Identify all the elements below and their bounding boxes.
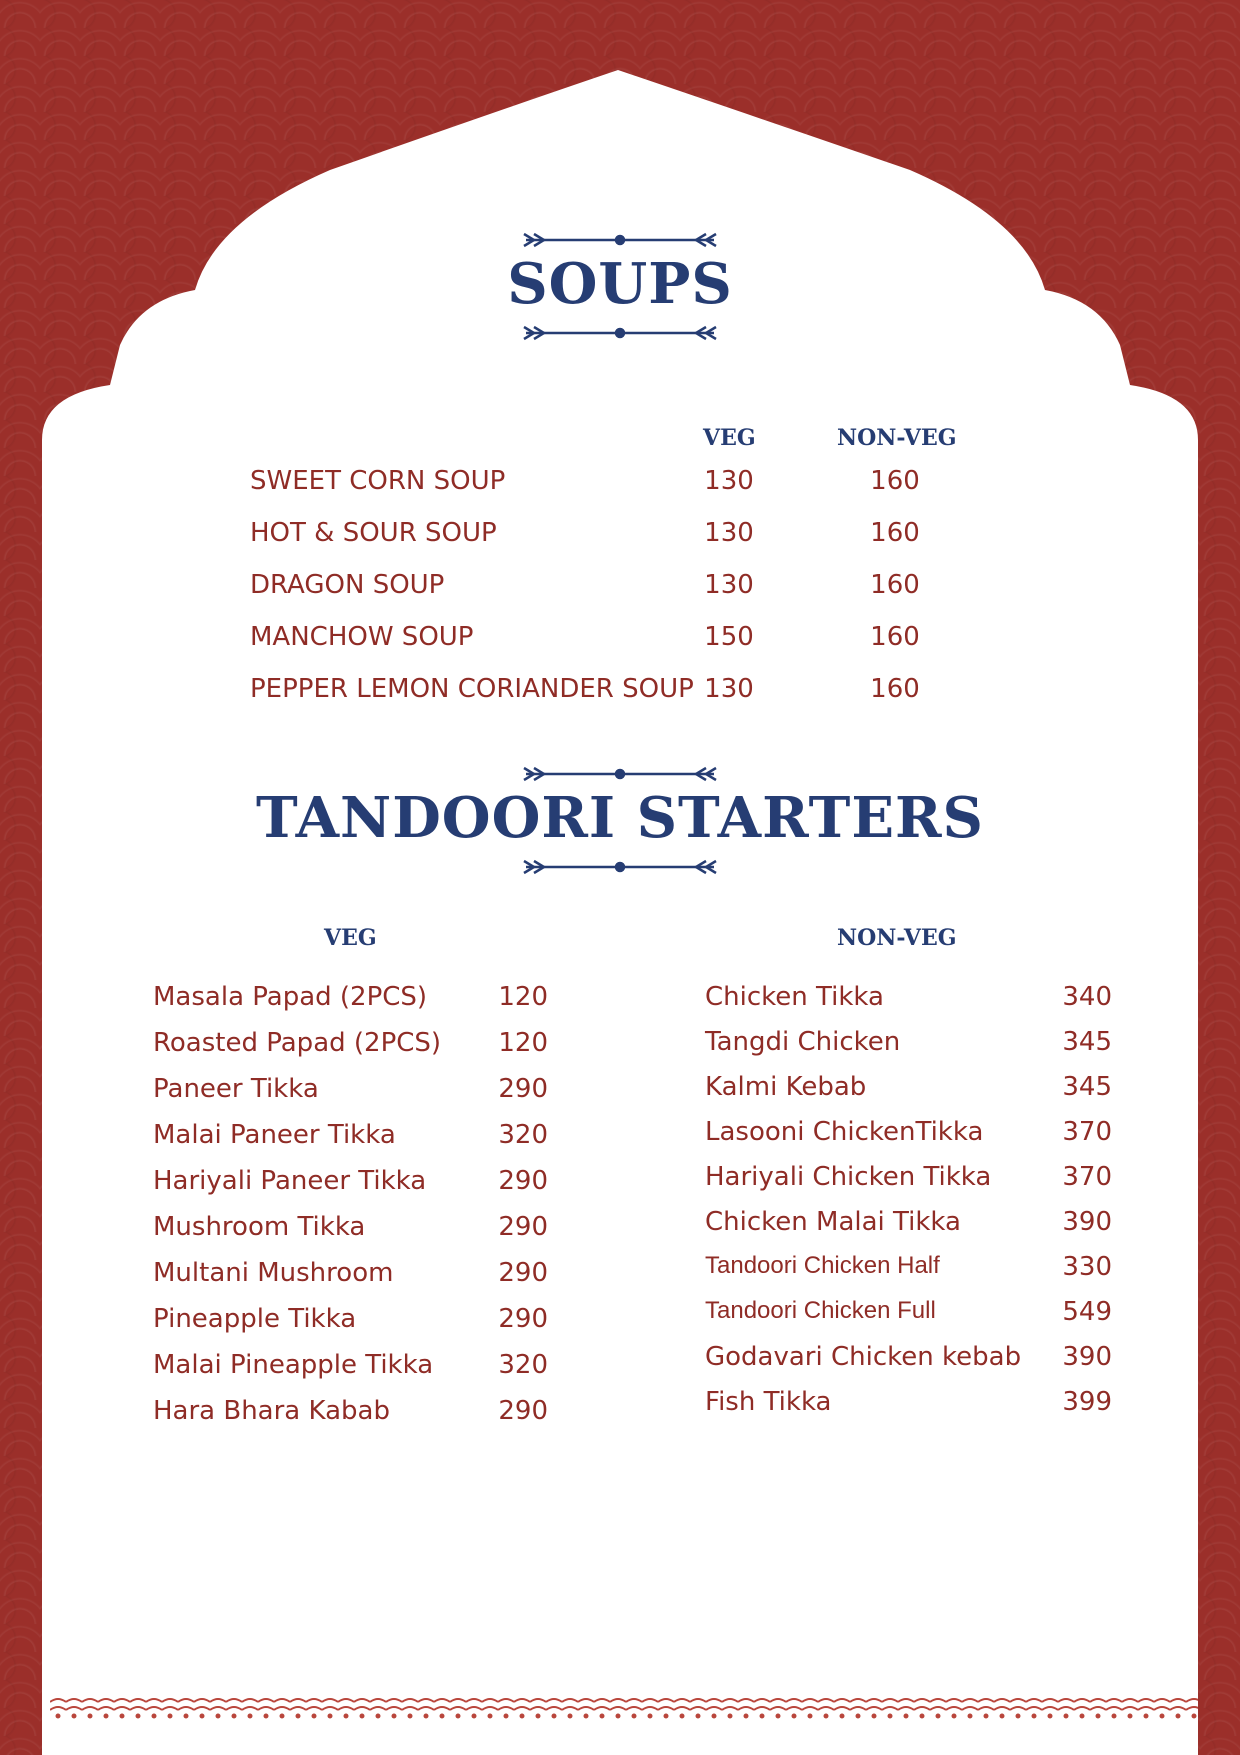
soup-veg-price: 130 [704, 570, 754, 600]
nonveg-item-price: 390 [1062, 1342, 1112, 1372]
veg-item-name: Paneer Tikka [153, 1074, 319, 1104]
nonveg-item-price: 399 [1062, 1387, 1112, 1417]
nonveg-item-name: Fish Tikka [705, 1387, 832, 1417]
soup-name: MANCHOW SOUP [250, 622, 474, 652]
ornament-divider-bottom [520, 323, 720, 343]
veg-item-name: Hara Bhara Kabab [153, 1396, 390, 1426]
veg-item-price: 320 [498, 1350, 548, 1380]
soup-veg-price: 150 [704, 622, 754, 652]
soup-nonveg-price: 160 [870, 674, 920, 704]
soup-veg-price: 130 [704, 466, 754, 496]
soup-nonveg-price: 160 [870, 570, 920, 600]
veg-item-name: Mushroom Tikka [153, 1212, 366, 1242]
tandoori-title: TANDOORI STARTERS [256, 785, 984, 851]
veg-item-name: Malai Pineapple Tikka [153, 1350, 434, 1380]
veg-item-price: 290 [498, 1304, 548, 1334]
veg-item-name: Hariyali Paneer Tikka [153, 1166, 427, 1196]
nonveg-item-price: 549 [1062, 1297, 1112, 1327]
veg-item-name: Pineapple Tikka [153, 1304, 357, 1334]
soup-veg-price: 130 [704, 674, 754, 704]
soup-name: PEPPER LEMON CORIANDER SOUP [250, 674, 694, 704]
veg-item-price: 290 [498, 1166, 548, 1196]
nonveg-item-name: Godavari Chicken kebab [705, 1342, 1022, 1372]
nonveg-item-name: Kalmi Kebab [705, 1072, 867, 1102]
veg-item-name: Malai Paneer Tikka [153, 1120, 396, 1150]
nonveg-item-price: 330 [1062, 1252, 1112, 1282]
veg-item-price: 290 [498, 1212, 548, 1242]
nonveg-item-price: 370 [1062, 1117, 1112, 1147]
soup-nonveg-price: 160 [870, 518, 920, 548]
nonveg-item-name: Tandoori Chicken Half [705, 1252, 940, 1279]
nonveg-item-name: Tangdi Chicken [705, 1027, 901, 1057]
soup-nonveg-price: 160 [870, 622, 920, 652]
ornament-divider-top [520, 230, 720, 250]
nonveg-item-price: 340 [1062, 982, 1112, 1012]
nonveg-item-name: Hariyali Chicken Tikka [705, 1162, 992, 1192]
nonveg-item-name: Tandoori Chicken Full [705, 1297, 936, 1324]
veg-item-name: Roasted Papad (2PCS) [153, 1028, 442, 1058]
nonveg-item-price: 345 [1062, 1072, 1112, 1102]
veg-item-price: 120 [498, 982, 548, 1012]
veg-item-price: 120 [498, 1028, 548, 1058]
nonveg-item-name: Chicken Malai Tikka [705, 1207, 961, 1237]
ornament-divider-bottom [520, 857, 720, 877]
veg-item-price: 290 [498, 1074, 548, 1104]
decorative-border [50, 1696, 1198, 1722]
soups-col-nonveg: NON-VEG [837, 425, 957, 451]
ornament-divider-top [520, 764, 720, 784]
tandoori-col-veg: VEG [324, 925, 377, 951]
nonveg-item-price: 345 [1062, 1027, 1112, 1057]
soups-title: SOUPS [507, 251, 733, 317]
soup-nonveg-price: 160 [870, 466, 920, 496]
veg-item-price: 290 [498, 1396, 548, 1426]
soup-name: HOT & SOUR SOUP [250, 518, 497, 548]
veg-item-price: 320 [498, 1120, 548, 1150]
nonveg-item-price: 390 [1062, 1207, 1112, 1237]
nonveg-item-price: 370 [1062, 1162, 1112, 1192]
veg-item-name: Masala Papad (2PCS) [153, 982, 428, 1012]
veg-item-price: 290 [498, 1258, 548, 1288]
soup-name: DRAGON SOUP [250, 570, 445, 600]
soups-col-veg: VEG [703, 425, 756, 451]
soup-name: SWEET CORN SOUP [250, 466, 506, 496]
nonveg-item-name: Chicken Tikka [705, 982, 884, 1012]
veg-item-name: Multani Mushroom [153, 1258, 394, 1288]
nonveg-item-name: Lasooni ChickenTikka [705, 1117, 984, 1147]
tandoori-col-nonveg: NON-VEG [837, 925, 957, 951]
soup-veg-price: 130 [704, 518, 754, 548]
